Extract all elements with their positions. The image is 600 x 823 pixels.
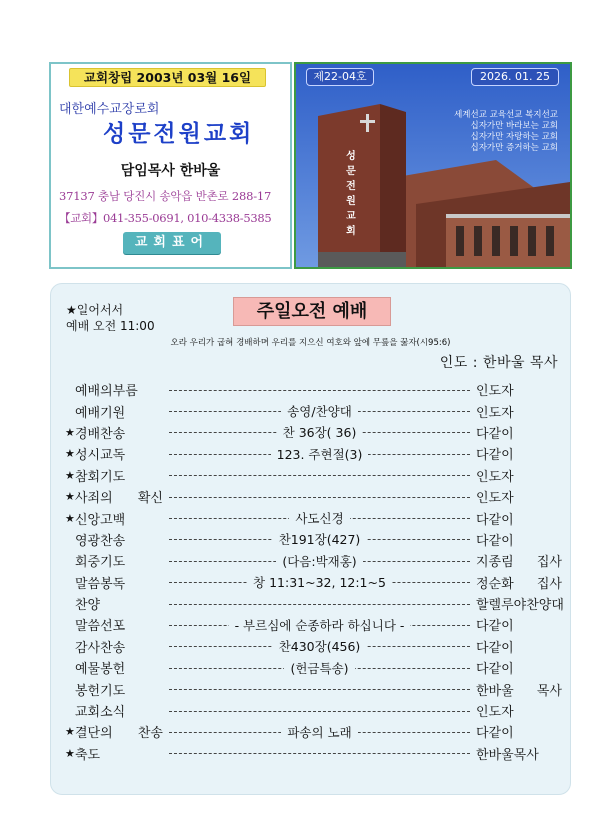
tower-letter-1: 성 bbox=[346, 151, 356, 162]
order-item-detail: 송영/찬양대 bbox=[281, 402, 358, 420]
order-item-leader: 인도자 bbox=[476, 405, 514, 421]
service-order-row bbox=[65, 400, 562, 421]
scripture-verse: 오라 우리가 굽혀 경배하며 우리를 지으신 여호와 앞에 무릎을 꿇자(시95:6) bbox=[170, 338, 451, 348]
church-phone: 【교회】041-355-0691, 010-4338-5385 bbox=[59, 211, 272, 225]
issue-number-badge: 제22-04호 bbox=[306, 68, 374, 86]
order-item-detail: 사도신경 bbox=[289, 509, 349, 527]
church-name: 성문전원교회 bbox=[103, 121, 255, 147]
order-item-name: 예배기원 bbox=[75, 405, 126, 421]
order-item-leader: 지종림 집사 bbox=[476, 555, 562, 571]
service-order-row bbox=[65, 721, 562, 742]
service-order-row bbox=[65, 379, 562, 400]
order-of-service-list bbox=[65, 379, 562, 764]
order-item-name: 참회기도 bbox=[75, 469, 126, 485]
order-item-leader: 다같이 bbox=[476, 619, 514, 635]
stand-star-marker: ★ bbox=[65, 425, 75, 439]
order-item-leader: 인도자 bbox=[476, 705, 514, 721]
order-item-name: 교회소식 bbox=[75, 705, 126, 721]
order-item-detail: (헌금특송) bbox=[284, 659, 354, 677]
order-item-leader: 다같이 bbox=[476, 426, 514, 442]
stand-star-marker: ★ bbox=[65, 447, 75, 461]
motto-line: 세계선교 교육선교 복지선교 bbox=[454, 110, 558, 120]
dashed-leader bbox=[169, 400, 470, 421]
order-item-leader: 인도자 bbox=[476, 491, 514, 507]
motto-line: 십자가만 자랑하는 교회 bbox=[470, 132, 558, 142]
dashed-leader bbox=[169, 678, 470, 699]
order-item-detail: 파송의 노래 bbox=[281, 723, 357, 741]
order-item-detail: 찬430장(456) bbox=[273, 637, 367, 655]
order-item-detail: 찬 36장( 36) bbox=[277, 423, 363, 441]
service-order-row bbox=[65, 465, 562, 486]
service-order-row bbox=[65, 486, 562, 507]
stand-star-marker: ★ bbox=[65, 490, 75, 504]
dashed-leader bbox=[169, 743, 470, 764]
order-item-detail: - 부르심에 순종하라 하십니다 - bbox=[229, 616, 411, 634]
church-photo-card bbox=[294, 62, 572, 269]
order-item-name: 말씀봉독 bbox=[75, 576, 126, 592]
order-item-detail: 창 11:31~32, 12:1~5 bbox=[247, 573, 392, 591]
bulletin-date-badge: 2026. 01. 25 bbox=[471, 68, 559, 86]
motto-line: 십자가만 바라보는 교회 bbox=[470, 121, 558, 131]
motto-line: 십자가만 증거하는 교회 bbox=[470, 143, 558, 153]
dashed-leader bbox=[169, 593, 470, 614]
dashed-leader bbox=[169, 529, 470, 550]
dashed-leader bbox=[169, 422, 470, 443]
order-item-leader: 다같이 bbox=[476, 640, 514, 656]
service-order-row bbox=[65, 700, 562, 721]
order-item-leader: 다같이 bbox=[476, 448, 514, 464]
stand-star-marker: ★ bbox=[65, 511, 75, 525]
order-item-detail: 찬191장(427) bbox=[273, 530, 367, 548]
stand-up-note: ★일어서서 bbox=[66, 303, 124, 317]
dashed-leader bbox=[169, 636, 470, 657]
order-item-leader: 인도자 bbox=[476, 384, 514, 400]
order-item-leader: 한바울목사 bbox=[476, 747, 539, 763]
church-motto bbox=[454, 110, 558, 154]
church-info-card bbox=[49, 62, 292, 269]
stand-star-marker: ★ bbox=[65, 725, 75, 739]
service-order-row bbox=[65, 507, 562, 528]
dashed-leader bbox=[169, 379, 470, 400]
dashed-leader bbox=[169, 443, 470, 464]
dashed-leader bbox=[169, 700, 470, 721]
service-order-row bbox=[65, 529, 562, 550]
order-item-detail: 123. 주현절(3) bbox=[271, 445, 369, 463]
dashed-leader bbox=[169, 572, 470, 593]
order-item-detail: (다음:박재홍) bbox=[276, 552, 362, 570]
order-item-name: 찬양 bbox=[75, 598, 101, 614]
service-order-row bbox=[65, 422, 562, 443]
church-address: 37137 충남 당진시 송악읍 반촌로 288-17 bbox=[59, 189, 272, 203]
order-item-name: 봉헌기도 bbox=[75, 683, 126, 699]
service-title: 주일오전 예배 bbox=[233, 297, 391, 326]
service-order-row bbox=[65, 550, 562, 571]
order-item-leader: 인도자 bbox=[476, 469, 514, 485]
order-item-leader: 다같이 bbox=[476, 726, 514, 742]
dashed-leader bbox=[169, 550, 470, 571]
founded-date-banner: 교회창립 2003년 03월 16일 bbox=[69, 68, 266, 87]
tower-letter-5: 교 bbox=[346, 211, 356, 222]
service-order-row bbox=[65, 657, 562, 678]
order-item-leader: 한바울 목사 bbox=[476, 683, 562, 699]
tower-letter-4: 원 bbox=[346, 196, 356, 207]
stand-star-marker: ★ bbox=[65, 468, 75, 482]
denomination-label: 대한예수교장로회 bbox=[59, 102, 160, 117]
service-time: 예배 오전 11:00 bbox=[66, 319, 155, 333]
service-order-row bbox=[65, 614, 562, 635]
order-item-name: 예배의부름 bbox=[75, 384, 138, 400]
service-order-row bbox=[65, 572, 562, 593]
order-item-name: 성시교독 bbox=[75, 448, 126, 464]
service-order-row bbox=[65, 593, 562, 614]
tower-letter-2: 문 bbox=[346, 166, 356, 177]
service-time-note bbox=[66, 302, 155, 334]
church-building-photo bbox=[296, 64, 570, 267]
service-order-row bbox=[65, 678, 562, 699]
service-order-row bbox=[65, 743, 562, 764]
church-motto-button[interactable]: 교회표어 bbox=[123, 232, 221, 254]
service-order-row bbox=[65, 443, 562, 464]
dashed-leader bbox=[169, 614, 470, 635]
order-item-name: 경배찬송 bbox=[75, 426, 126, 442]
dashed-leader bbox=[169, 465, 470, 486]
order-item-name: 예물봉헌 bbox=[75, 662, 126, 678]
dashed-leader bbox=[169, 486, 470, 507]
order-item-leader: 다같이 bbox=[476, 662, 514, 678]
worship-order-panel bbox=[50, 283, 571, 795]
order-item-name: 사죄의 확신 bbox=[75, 491, 163, 507]
order-item-name: 영광찬송 bbox=[75, 533, 126, 549]
order-item-name: 결단의 찬송 bbox=[75, 726, 163, 742]
dashed-leader bbox=[169, 721, 470, 742]
tower-letter-6: 회 bbox=[346, 226, 356, 237]
stand-star-marker: ★ bbox=[65, 746, 75, 760]
service-order-row bbox=[65, 636, 562, 657]
tower-letter-3: 전 bbox=[346, 181, 356, 192]
order-item-name: 신앙고백 bbox=[75, 512, 126, 528]
pastor-label: 담임목사 한바울 bbox=[120, 163, 221, 179]
order-item-name: 감사찬송 bbox=[75, 640, 126, 656]
dashed-leader bbox=[169, 657, 470, 678]
order-item-leader: 할렐루야찬양대 bbox=[476, 598, 564, 614]
order-item-leader: 정순화 집사 bbox=[476, 576, 562, 592]
order-item-name: 말씀선포 bbox=[75, 619, 126, 635]
dashed-leader bbox=[169, 507, 470, 528]
order-item-name: 축도 bbox=[75, 747, 101, 763]
order-item-leader: 다같이 bbox=[476, 512, 514, 528]
order-item-leader: 다같이 bbox=[476, 533, 514, 549]
order-item-name: 회중기도 bbox=[75, 555, 126, 571]
service-leader: 인도 : 한바울 목사 bbox=[439, 355, 558, 371]
